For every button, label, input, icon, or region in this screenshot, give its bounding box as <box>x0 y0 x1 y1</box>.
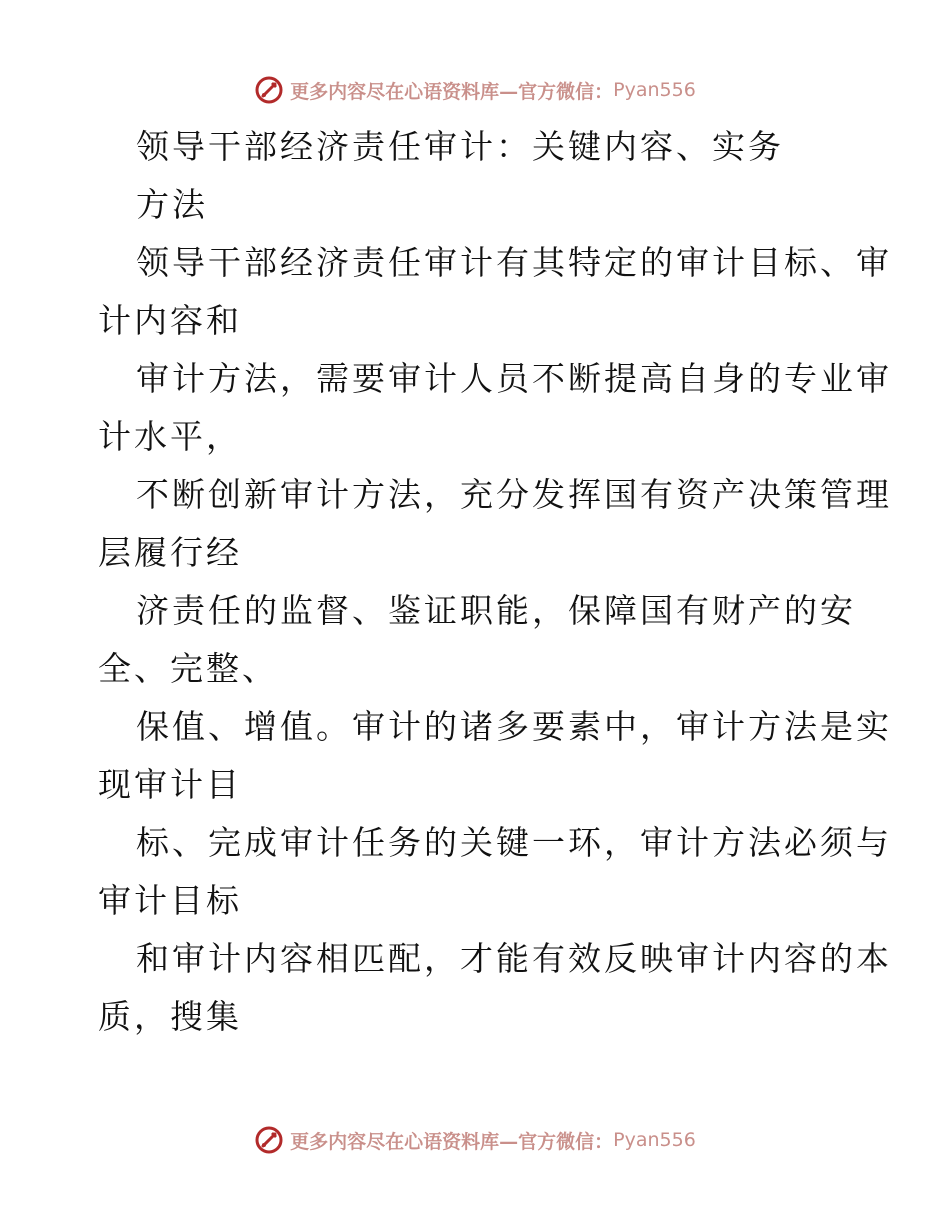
footer-wechat-id: Pyan556 <box>613 1129 696 1151</box>
header-banner-text: 更多内容尽在心语资料库—官方微信： <box>290 80 614 103</box>
document-body <box>98 118 892 1046</box>
header-wechat-id: Pyan556 <box>613 79 696 101</box>
pen-logo-icon <box>254 1125 284 1155</box>
text-line: 不断创新审计方法，充分发挥国有资产决策管理 <box>136 475 892 514</box>
pen-logo-icon <box>254 75 284 105</box>
text-line: 济责任的监督、鉴证职能，保障国有财产的安 <box>136 591 856 630</box>
footer-banner-text: 更多内容尽在心语资料库—官方微信： <box>290 1130 614 1153</box>
text-line: 和审计内容相匹配，才能有效反映审计内容的本 <box>136 939 892 978</box>
text-line: 层履行经 <box>98 533 242 572</box>
text-line: 现审计目 <box>98 765 242 804</box>
text-line: 计水平， <box>98 417 242 456</box>
text-line: 质，搜集 <box>98 997 242 1036</box>
text-line: 领导干部经济责任审计有其特定的审计目标、审 <box>136 243 892 282</box>
text-line: 领导干部经济责任审计：关键内容、实务 <box>136 127 784 166</box>
text-line: 方法 <box>136 185 208 224</box>
footer-banner <box>0 1120 950 1160</box>
text-line: 全、完整、 <box>98 649 278 688</box>
header-banner <box>0 70 950 110</box>
text-line: 审计目标 <box>98 881 242 920</box>
text-line: 保值、增值。审计的诸多要素中，审计方法是实 <box>136 707 892 746</box>
text-line: 计内容和 <box>98 301 242 340</box>
text-line: 审计方法，需要审计人员不断提高自身的专业审 <box>136 359 892 398</box>
text-line: 标、完成审计任务的关键一环，审计方法必须与 <box>136 823 892 862</box>
